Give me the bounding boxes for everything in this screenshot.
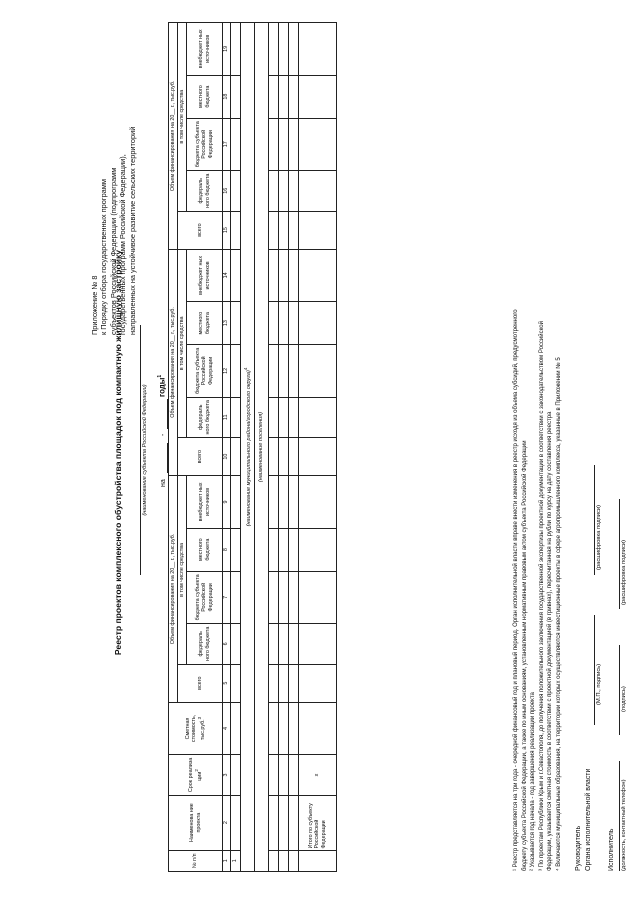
table-cell — [289, 755, 299, 796]
col-number: 15 — [223, 211, 231, 249]
table-cell — [279, 624, 289, 665]
col-number: 14 — [223, 249, 231, 302]
stamp-caption: (М.П., подпись) — [596, 663, 602, 705]
municipality-sup: 4 — [242, 367, 248, 371]
table-cell — [279, 850, 289, 871]
table-cell — [299, 302, 337, 345]
table-cell — [299, 476, 337, 529]
table-cell — [231, 795, 241, 850]
settlement-caption: (наименование поселения) — [258, 411, 265, 483]
col-number: 13 — [223, 302, 231, 345]
table-cell — [289, 75, 299, 118]
total-label: Итого по субъекту Российской Федерации — [299, 795, 337, 850]
col-number: 5 — [223, 664, 231, 702]
label-na: на — [160, 479, 167, 487]
decode-caption-1: (расшифровка подписи) — [596, 504, 602, 570]
col-number: 11 — [223, 397, 231, 438]
table-cell — [279, 302, 289, 345]
table-cell — [299, 171, 337, 212]
total-mark: х — [299, 755, 337, 796]
executor-caption: (должность, контактный телефон) — [621, 779, 627, 871]
table-cell — [279, 211, 289, 249]
table-cell — [299, 211, 337, 249]
table-cell — [289, 249, 299, 302]
table-cell — [289, 118, 299, 170]
vsego-2: всего — [178, 438, 223, 476]
table-cell — [269, 75, 279, 118]
table-row — [279, 23, 289, 872]
subj-2: бюджета субъекта Российской Федерации — [187, 345, 223, 397]
table-cell — [269, 528, 279, 571]
table-cell — [299, 118, 337, 170]
appendix-line: государственных программ Российской Федерации), — [118, 154, 128, 335]
table-cell — [299, 850, 337, 871]
table-row — [269, 23, 279, 872]
table-cell — [231, 438, 241, 476]
col-number: 7 — [223, 571, 231, 623]
table-cell — [279, 75, 289, 118]
table-cell — [279, 345, 289, 397]
col-number: 4 — [223, 702, 231, 754]
footnotes — [512, 21, 564, 871]
executor-sign-line — [619, 645, 620, 735]
vsego-3: всего — [178, 211, 223, 249]
table-cell — [279, 397, 289, 438]
head-sign-line — [594, 615, 595, 725]
footnote: бюджету субъекта Российской Федерации, а также по иным основаниям, установленным нормативным правовым актом субъекта Российской Федерации — [521, 440, 528, 871]
municipality-row — [241, 23, 255, 872]
col-number: 17 — [223, 118, 231, 170]
executor-line — [619, 761, 620, 871]
table-cell — [289, 528, 299, 571]
table-row — [289, 23, 299, 872]
table-cell — [269, 850, 279, 871]
vsego-1: всего — [178, 664, 223, 702]
table-cell — [231, 397, 241, 438]
gody-text: годы — [157, 377, 167, 397]
footnote: ² Указывается год начала - год завершения реализации проекта — [530, 692, 537, 871]
table-cell — [289, 302, 299, 345]
col-term-text: Срок реализа ции — [187, 757, 203, 793]
table-cell — [299, 624, 337, 665]
col-number: 18 — [223, 75, 231, 118]
table-cell — [299, 397, 337, 438]
table-cell — [231, 75, 241, 118]
col-number: 19 — [223, 23, 231, 76]
table-cell — [231, 23, 241, 76]
table-cell — [289, 664, 299, 702]
table-cell — [289, 211, 299, 249]
table-cell — [231, 118, 241, 170]
table-cell — [299, 345, 337, 397]
head-decode-line — [594, 465, 595, 575]
footnote: ⁴ Включаются муниципальные образования, на территории которых осуществляются инвестиционные проекты в сфере агропромышленного комплекса, указанные в Приложении № 5 — [555, 357, 562, 871]
fed-1: федераль ного бюджета — [187, 624, 223, 665]
table-row — [231, 23, 241, 872]
table-cell — [279, 249, 289, 302]
table-cell — [289, 345, 299, 397]
extra-2: внебюджет ных источников — [187, 249, 223, 302]
col-number: 9 — [223, 476, 231, 529]
col-term-sup: 2 — [194, 769, 200, 772]
col-number: 16 — [223, 171, 231, 212]
incl-2: в том числе средства — [178, 249, 187, 437]
footnote: Федерации, указывается сметная стоимость в соответствии с проектной документацией (в гривнах), пересчитанная на рубли по курсу на дату составления реестра — [547, 411, 554, 871]
col-num-header: № п/п — [169, 850, 223, 871]
table-cell — [299, 571, 337, 623]
appendix-line: к Порядку отбора государственных программ — [99, 179, 109, 335]
table-cell — [279, 571, 289, 623]
head-org-label: Органа исполнительной власти — [585, 768, 592, 871]
table-cell — [279, 702, 289, 754]
col-number: 3 — [223, 755, 231, 796]
label-gody — [157, 375, 167, 397]
col-term-header — [169, 755, 223, 796]
table-cell — [231, 624, 241, 665]
incl-3: в том числе средства — [178, 23, 187, 212]
table-cell — [269, 702, 279, 754]
label-dash: - — [160, 433, 167, 436]
local-2: местного бюджета — [187, 302, 223, 345]
head-label: Руководитель — [575, 825, 582, 871]
table-cell — [289, 624, 299, 665]
table-cell — [299, 702, 337, 754]
table-cell — [299, 75, 337, 118]
municipality-caption: (наименование муниципального района/городского округа) — [245, 370, 252, 527]
table-cell — [279, 476, 289, 529]
table-cell — [269, 345, 279, 397]
table-cell — [279, 795, 289, 850]
registry-table — [168, 22, 337, 872]
table-cell — [289, 795, 299, 850]
table-cell — [299, 528, 337, 571]
table-cell — [279, 755, 289, 796]
table-cell — [269, 23, 279, 76]
table-cell — [299, 438, 337, 476]
subject-caption: (наименование субъекта Российской Федерации) — [142, 384, 148, 516]
table-cell — [269, 664, 279, 702]
local-1: местного бюджета — [187, 528, 223, 571]
municipality-cell — [241, 23, 255, 872]
table-cell — [269, 438, 279, 476]
col-number: 8 — [223, 528, 231, 571]
table-cell — [269, 302, 279, 345]
table-cell — [279, 664, 289, 702]
table-cell — [289, 171, 299, 212]
table-cell: 1 — [231, 850, 241, 871]
fed-2: федераль ного бюджета — [187, 397, 223, 438]
table-cell — [269, 476, 279, 529]
table-cell — [289, 702, 299, 754]
total-row — [299, 23, 337, 872]
table-cell — [289, 476, 299, 529]
appendix-line: субъектов Российской Федерации (подпрограмм — [108, 167, 118, 335]
table-cell — [231, 702, 241, 754]
footnote: ³ По проектам Республики Крым и г.Севастополя, до получения положительного заключения государственной экспертизы проектной документации в соответствии с законодательством Российской — [538, 321, 545, 871]
col-number: 6 — [223, 624, 231, 665]
fin-header-2: Объем финансирования на 20__ г., тыс.руб. — [169, 249, 178, 476]
col-number: 10 — [223, 438, 231, 476]
column-numbers-row — [223, 23, 231, 872]
table-cell — [289, 438, 299, 476]
gody-sup: 1 — [157, 374, 163, 378]
col-cost-header — [169, 702, 223, 754]
table-cell — [269, 171, 279, 212]
table-cell — [269, 755, 279, 796]
table-cell — [231, 528, 241, 571]
col-number: 1 — [223, 850, 231, 871]
fin-header-1: Объем финансирования на 20__ г., тыс.руб. — [169, 476, 178, 703]
table-cell — [299, 664, 337, 702]
table-cell — [231, 664, 241, 702]
table-cell — [269, 795, 279, 850]
table-cell — [299, 23, 337, 76]
col-number: 2 — [223, 795, 231, 850]
col-cost-sup: 3 — [197, 716, 203, 720]
table-cell — [231, 476, 241, 529]
table-cell — [231, 571, 241, 623]
extra-1: внебюджет ных источников — [187, 476, 223, 529]
extra-3: внебюджет ных источников — [187, 23, 223, 76]
subject-line — [140, 325, 141, 575]
table-cell — [231, 171, 241, 212]
subj-3: бюджета субъекта Российской Федерации — [187, 118, 223, 170]
col-number: 12 — [223, 345, 231, 397]
decode-caption-2: (расшифровка подписи) — [621, 539, 627, 605]
settlement-row — [255, 23, 269, 872]
document-title: Реестр проектов комплексного обустройства площадок под компактную жилищную застройку — [113, 249, 123, 656]
table-cell — [289, 397, 299, 438]
appendix-line: Приложение № 8 — [90, 275, 99, 335]
footnote: ¹ Реестр представляется на три года - очередной финансовый год и плановый период. Орган исполнительной власти вправе внести изменения в реестр исходя из объема субсидий, предусмотренного — [513, 309, 519, 871]
fin-header-3: Объем финансирования на 20__ г., тыс.руб. — [169, 23, 178, 250]
table-cell — [269, 118, 279, 170]
table-cell — [231, 302, 241, 345]
table-cell — [279, 23, 289, 76]
table-cell — [289, 571, 299, 623]
table-cell — [231, 755, 241, 796]
col-cost-text: Сметная стоимость, тыс.руб. — [184, 714, 207, 743]
table-cell — [289, 850, 299, 871]
table-cell — [269, 624, 279, 665]
table-cell — [231, 249, 241, 302]
table-cell — [279, 528, 289, 571]
executor-decode-line — [619, 499, 620, 609]
subj-1: бюджета субъекта Российской Федерации — [187, 571, 223, 623]
col-name-header: Наименова ние проекта — [169, 795, 223, 850]
table-cell — [289, 23, 299, 76]
appendix-line: направленных на устойчивое развитие сельских территорий — [127, 126, 137, 335]
executor-label: Исполнитель — [608, 828, 615, 871]
table-cell — [299, 249, 337, 302]
sign-caption: (подпись) — [621, 686, 627, 712]
table-cell — [269, 397, 279, 438]
table-cell — [269, 249, 279, 302]
table-cell — [279, 118, 289, 170]
incl-1: в том числе средства — [178, 476, 187, 664]
settlement-cell — [255, 23, 269, 872]
table-cell — [231, 345, 241, 397]
local-3: местного бюджета — [187, 75, 223, 118]
table-cell — [231, 211, 241, 249]
table-cell — [269, 211, 279, 249]
table-cell — [279, 438, 289, 476]
fed-3: федераль ного бюджета — [187, 171, 223, 212]
table-cell — [269, 571, 279, 623]
table-cell — [279, 171, 289, 212]
